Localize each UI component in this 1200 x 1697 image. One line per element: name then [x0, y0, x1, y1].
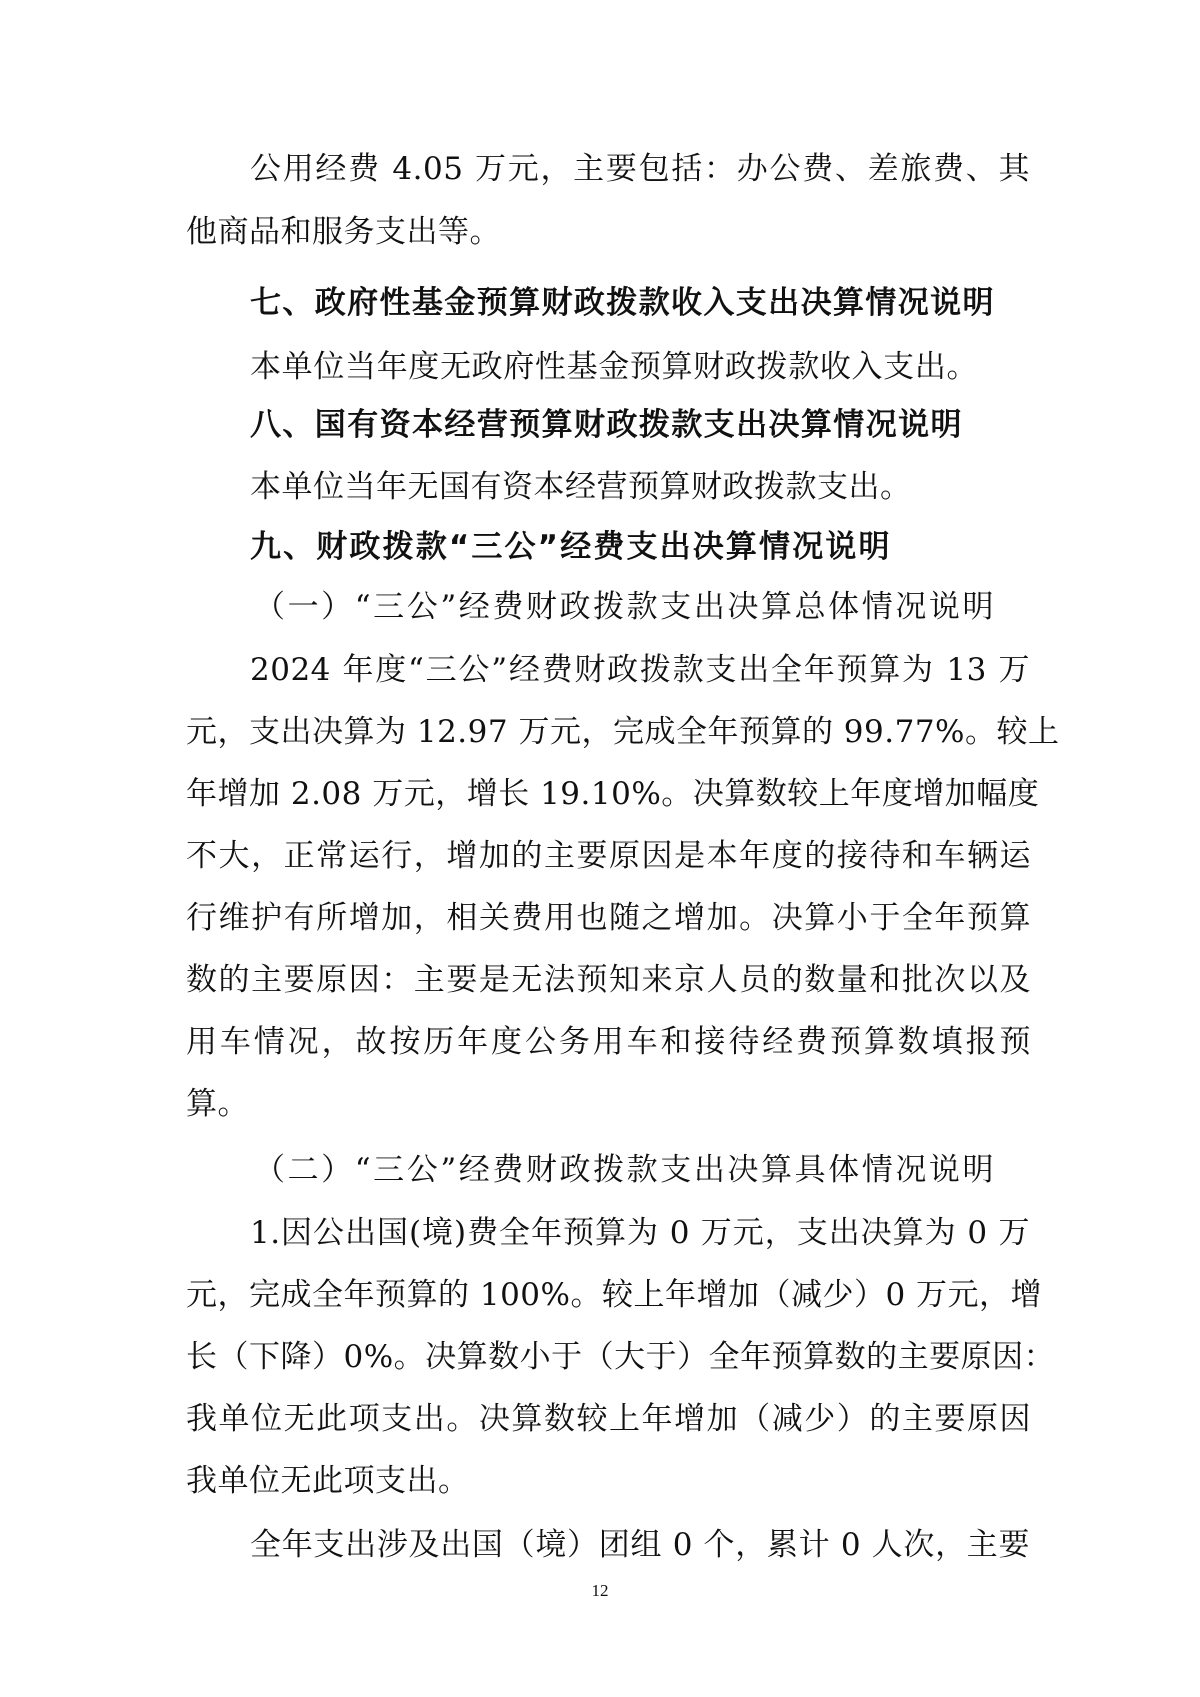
body-line-17: 我单位无此项支出。 — [186, 1463, 470, 1499]
body-line-10: 数的主要原因：主要是无法预知来京人员的数量和批次以及 — [186, 962, 1031, 998]
subsection-heading-1: （一）“三公”经费财政拨款支出决算总体情况说明 — [254, 589, 994, 625]
body-line-3: 本单位当年度无政府性基金预算财政拨款收入支出。 — [250, 349, 978, 385]
section-heading-7: 七、政府性基金预算财政拨款收入支出决算情况说明 — [250, 285, 994, 321]
section-heading-9: 九、财政拨款“三公”经费支出决算情况说明 — [250, 529, 890, 565]
body-line-8: 不大，正常运行，增加的主要原因是本年度的接待和车辆运 — [186, 838, 1031, 874]
body-line-7: 年增加 2.08 万元，增长 19.10%。决算数较上年度增加幅度 — [186, 776, 1040, 812]
body-line-1: 公用经费 4.05 万元，主要包括：办公费、差旅费、其 — [250, 151, 1030, 187]
body-line-13: 1.因公出国(境)费全年预算为 0 万元，支出决算为 0 万 — [250, 1215, 1030, 1251]
body-line-16: 我单位无此项支出。决算数较上年增加（减少）的主要原因 — [186, 1401, 1031, 1437]
body-line-11: 用车情况，故按历年度公务用车和接待经费预算数填报预 — [186, 1024, 1031, 1060]
section-heading-8: 八、国有资本经营预算财政拨款支出决算情况说明 — [250, 407, 962, 443]
body-line-4: 本单位当年无国有资本经营预算财政拨款支出。 — [250, 469, 912, 505]
body-line-12: 算。 — [186, 1086, 249, 1122]
page-number: 12 — [591, 1581, 609, 1600]
body-line-9: 行维护有所增加，相关费用也随之增加。决算小于全年预算 — [186, 900, 1031, 936]
subsection-heading-2: （二）“三公”经费财政拨款支出决算具体情况说明 — [254, 1152, 994, 1188]
body-line-2: 他商品和服务支出等。 — [186, 214, 501, 250]
body-line-6: 元，支出决算为 12.97 万元，完成全年预算的 99.77%。较上 — [186, 714, 1060, 750]
body-line-18: 全年支出涉及出国（境）团组 0 个，累计 0 人次，主要 — [250, 1527, 1030, 1563]
body-line-14: 元，完成全年预算的 100%。较上年增加（减少）0 万元，增 — [186, 1277, 1043, 1313]
body-line-15: 长（下降）0%。决算数小于（大于）全年预算数的主要原因： — [186, 1339, 1056, 1375]
body-line-5: 2024 年度“三公”经费财政拨款支出全年预算为 13 万 — [250, 652, 1030, 688]
